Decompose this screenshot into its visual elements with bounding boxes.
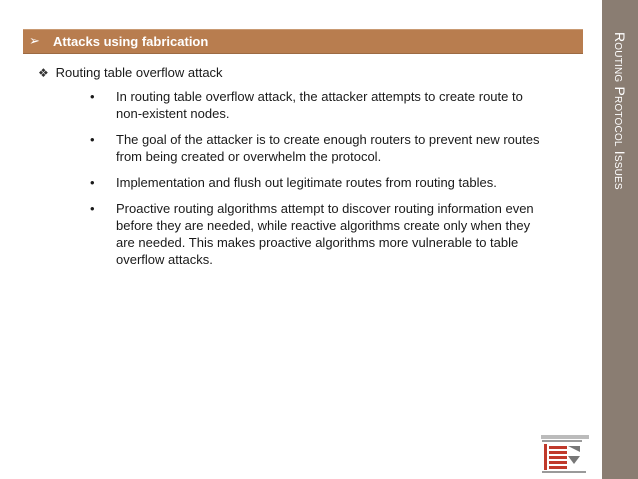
side-title-text: Routing Protocol Issues [612,32,628,190]
university-logo-icon [540,434,590,474]
bullet-list [90,88,550,277]
bullet-dot: • [90,89,95,104]
topic-item [38,64,558,82]
side-title [602,0,638,479]
topic-label: Routing table overflow attack [55,65,223,80]
list-item-text: Implementation and flush out legitimate routes from routing tables. [116,175,497,190]
bullet-dot: • [90,175,95,190]
section-header-title: Attacks using fabrication [53,34,209,49]
list-item-text: The goal of the attacker is to create enough routers to prevent new routes from being created or overwhelm the protocol. [116,132,540,164]
bullet-dot: • [90,201,95,216]
list-item [90,131,550,165]
arrow-bullet-icon: ➢ [29,33,40,48]
list-item-text: In routing table overflow attack, the attacker attempts to create route to non-existent nodes. [116,89,523,121]
section-header-bar [23,29,583,54]
diamond-bullet-icon: ❖ [38,66,49,80]
list-item [90,174,550,191]
bullet-dot: • [90,132,95,147]
list-item-text: Proactive routing algorithms attempt to discover routing information even before they are needed, while reactive algorithms create only when they are needed. This makes proactive algorithms more vulnerable to table overflow attacks. [116,201,534,267]
list-item [90,200,550,268]
list-item [90,88,550,122]
